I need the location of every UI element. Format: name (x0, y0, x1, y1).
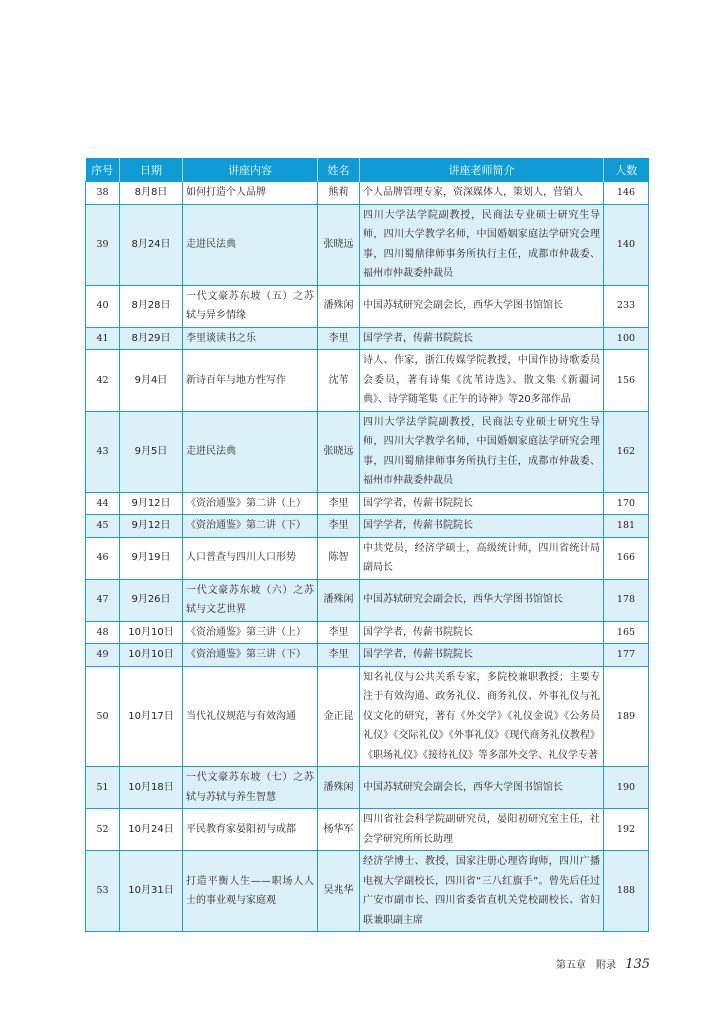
row-speaker-name: 熊莉 (318, 182, 360, 205)
table-row (86, 537, 649, 579)
page-footer (556, 956, 650, 972)
row-topic: 如何打造个人品牌 (183, 182, 318, 205)
row-attendance: 170 (604, 492, 649, 515)
table-row (86, 767, 649, 809)
row-topic: 李里谈读书之乐 (183, 327, 318, 350)
table-row (86, 851, 649, 932)
row-speaker-name: 潘殊闲 (318, 767, 360, 809)
row-speaker-bio: 四川大学法学院副教授，民商法专业硕士研究生导师，四川大学教学名师，中国婚姻家庭法学研究会理事，四川蜀鼎律师事务所执行主任，成都市仲裁委、福州市仲裁委仲裁员 (360, 411, 604, 492)
row-topic: 当代礼仪规范与有效沟通 (183, 666, 318, 767)
row-speaker-name: 潘殊闲 (318, 579, 360, 621)
row-speaker-bio: 国学学者，传薪书院院长 (360, 492, 604, 515)
row-topic: 《资治通鉴》第三讲（上） (183, 621, 318, 644)
row-date: 10月31日 (120, 851, 183, 932)
table-row (86, 515, 649, 538)
header-date: 日期 (120, 158, 183, 182)
row-topic: 一代文豪苏东坡（七）之苏轼与苏轼与养生智慧 (183, 767, 318, 809)
header-name: 姓名 (318, 158, 360, 182)
table-row (86, 350, 649, 412)
table-row (86, 327, 649, 350)
row-date: 10月10日 (120, 644, 183, 667)
row-number: 46 (86, 537, 120, 579)
row-number: 38 (86, 182, 120, 205)
row-speaker-name: 金正昆 (318, 666, 360, 767)
row-topic: 新诗百年与地方性写作 (183, 350, 318, 412)
header-index: 序号 (86, 158, 120, 182)
row-date: 9月26日 (120, 579, 183, 621)
row-topic: 《资治通鉴》第三讲（下） (183, 644, 318, 667)
row-number: 47 (86, 579, 120, 621)
page-number: 135 (625, 957, 651, 972)
row-attendance: 162 (604, 411, 649, 492)
row-attendance: 233 (604, 285, 649, 327)
row-speaker-bio: 四川省社会科学院副研究员，晏阳初研究室主任，社会学研究所所长助理 (360, 809, 604, 851)
row-attendance: 177 (604, 644, 649, 667)
row-topic: 平民教育家晏阳初与成都 (183, 809, 318, 851)
row-attendance: 156 (604, 350, 649, 412)
row-date: 9月12日 (120, 515, 183, 538)
row-date: 10月24日 (120, 809, 183, 851)
row-attendance: 146 (604, 182, 649, 205)
row-attendance: 166 (604, 537, 649, 579)
table-row (86, 492, 649, 515)
row-attendance: 178 (604, 579, 649, 621)
row-date: 8月29日 (120, 327, 183, 350)
table-row (86, 809, 649, 851)
row-attendance: 192 (604, 809, 649, 851)
row-speaker-name: 张晓远 (318, 204, 360, 285)
table-row (86, 666, 649, 767)
row-attendance: 100 (604, 327, 649, 350)
row-number: 50 (86, 666, 120, 767)
row-attendance: 140 (604, 204, 649, 285)
row-topic: 一代文豪苏东坡（五）之苏轼与异乡情缘 (183, 285, 318, 327)
row-speaker-name: 张晓远 (318, 411, 360, 492)
row-number: 44 (86, 492, 120, 515)
row-number: 48 (86, 621, 120, 644)
row-speaker-name: 李里 (318, 621, 360, 644)
row-number: 43 (86, 411, 120, 492)
table-row (86, 204, 649, 285)
table-header-row (86, 158, 649, 182)
row-date: 10月10日 (120, 621, 183, 644)
row-date: 9月5日 (120, 411, 183, 492)
row-speaker-bio: 中国苏轼研究会副会长，西华大学图书馆馆长 (360, 767, 604, 809)
row-number: 52 (86, 809, 120, 851)
row-speaker-name: 李里 (318, 644, 360, 667)
row-speaker-bio: 中国苏轼研究会副会长，西华大学图书馆馆长 (360, 285, 604, 327)
row-number: 49 (86, 644, 120, 667)
row-attendance: 189 (604, 666, 649, 767)
table-row (86, 644, 649, 667)
row-date: 9月12日 (120, 492, 183, 515)
row-speaker-bio: 中共党员，经济学硕士，高级统计师，四川省统计局副局长 (360, 537, 604, 579)
row-speaker-name: 陈智 (318, 537, 360, 579)
row-number: 51 (86, 767, 120, 809)
chapter-label: 第五章 附录 (556, 960, 616, 971)
row-speaker-name: 沈苇 (318, 350, 360, 412)
table-row (86, 621, 649, 644)
row-attendance: 181 (604, 515, 649, 538)
row-topic: 《资治通鉴》第二讲（下） (183, 515, 318, 538)
row-speaker-bio: 国学学者，传薪书院院长 (360, 644, 604, 667)
row-date: 9月4日 (120, 350, 183, 412)
row-number: 40 (86, 285, 120, 327)
row-attendance: 190 (604, 767, 649, 809)
row-speaker-bio: 个人品牌管理专家，资深媒体人，策划人，营销人 (360, 182, 604, 205)
row-topic: 走进民法典 (183, 411, 318, 492)
row-topic: 《资治通鉴》第二讲（上） (183, 492, 318, 515)
row-speaker-bio: 诗人、作家，浙江传媒学院教授，中国作协诗歌委员会委员，著有诗集《沈苇诗选》、散文集《新疆词典》、诗学随笔集《正午的诗神》等20多部作品 (360, 350, 604, 412)
row-number: 45 (86, 515, 120, 538)
row-speaker-bio: 四川大学法学院副教授，民商法专业硕士研究生导师，四川大学教学名师，中国婚姻家庭法学研究会理事，四川蜀鼎律师事务所执行主任，成都市仲裁委、福州市仲裁委仲裁员 (360, 204, 604, 285)
row-speaker-name: 李里 (318, 327, 360, 350)
row-date: 9月19日 (120, 537, 183, 579)
row-speaker-name: 潘殊闲 (318, 285, 360, 327)
row-speaker-name: 李里 (318, 492, 360, 515)
table-row (86, 182, 649, 205)
row-speaker-name: 李里 (318, 515, 360, 538)
table-row (86, 411, 649, 492)
row-number: 42 (86, 350, 120, 412)
row-speaker-name: 杨华军 (318, 809, 360, 851)
row-speaker-bio: 国学学者，传薪书院院长 (360, 515, 604, 538)
row-number: 53 (86, 851, 120, 932)
row-speaker-name: 吴兆华 (318, 851, 360, 932)
row-speaker-bio: 中国苏轼研究会副会长，西华大学图书馆馆长 (360, 579, 604, 621)
row-speaker-bio: 经济学博士、教授，国家注册心理咨询师，四川广播电视大学副校长，四川省“三八红旗手”。曾先后任过广安市副市长、四川省委省直机关党校副校长、省妇联兼职副主席 (360, 851, 604, 932)
row-speaker-bio: 国学学者，传薪书院院长 (360, 621, 604, 644)
header-count: 人数 (604, 158, 649, 182)
row-date: 8月8日 (120, 182, 183, 205)
row-topic: 打造平衡人生——职场人人士的事业观与家庭观 (183, 851, 318, 932)
row-attendance: 165 (604, 621, 649, 644)
row-number: 41 (86, 327, 120, 350)
row-topic: 人口普查与四川人口形势 (183, 537, 318, 579)
header-bio: 讲座老师简介 (360, 158, 604, 182)
row-speaker-bio: 国学学者，传薪书院院长 (360, 327, 604, 350)
row-date: 8月28日 (120, 285, 183, 327)
table-row (86, 285, 649, 327)
table-row (86, 579, 649, 621)
row-date: 8月24日 (120, 204, 183, 285)
row-topic: 一代文豪苏东坡（六）之苏轼与文艺世界 (183, 579, 318, 621)
header-topic: 讲座内容 (183, 158, 318, 182)
row-date: 10月17日 (120, 666, 183, 767)
row-number: 39 (86, 204, 120, 285)
row-date: 10月18日 (120, 767, 183, 809)
row-topic: 走进民法典 (183, 204, 318, 285)
lecture-table (85, 158, 649, 932)
row-attendance: 188 (604, 851, 649, 932)
row-speaker-bio: 知名礼仪与公共关系专家，多院校兼职教授；主要专注于有效沟通、政务礼仪、商务礼仪、外事礼仪与礼仪文化的研究，著有《外交学》《礼仪金说》《公务员礼仪》《交际礼仪》《外事礼仪》《现代商务礼仪教程》《职场礼仪》《接待礼仪》等多部外交学、礼仪学专著 (360, 666, 604, 767)
